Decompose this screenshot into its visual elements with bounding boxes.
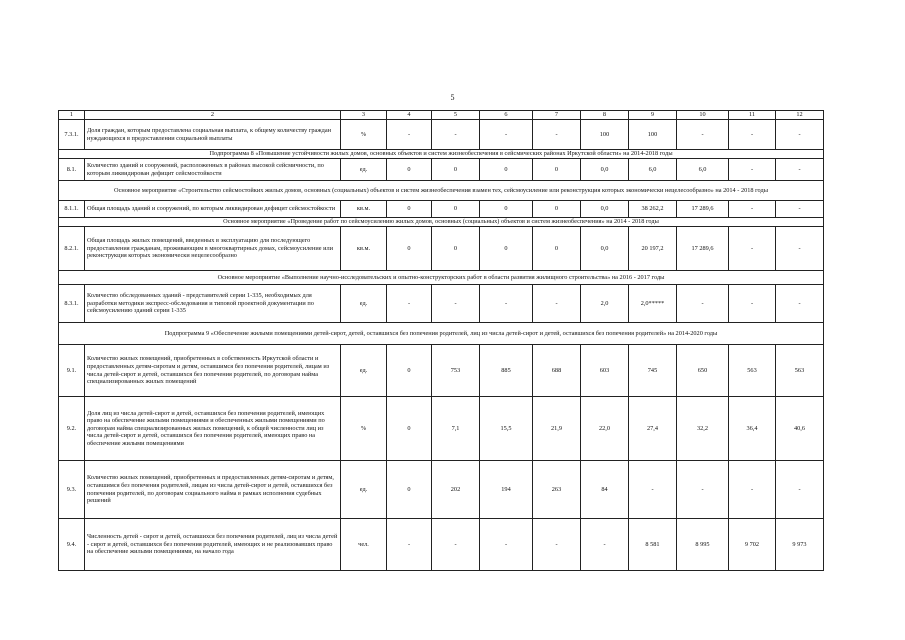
page-number: 5 [450,93,455,102]
unit: кв.м. [341,227,387,271]
value-cell: 9 973 [776,519,824,571]
value-cell: 0 [480,227,533,271]
column-number: 11 [729,111,776,120]
value-cell: 0,0 [581,227,629,271]
section-row [59,181,824,201]
column-number: 3 [341,111,387,120]
value-cell: 2,0 [581,285,629,323]
value-cell: 0 [432,201,480,218]
table-row [59,519,824,571]
indicator-name: Доля лиц из числа детей-сирот и детей, оставшихся без попечения родителей, имеющих право на обеспечение жилыми помещениями и обеспеченных жилыми помещениями по договорам найма специализированных жилых помещений, к общей численности лиц из числа детей-сирот и детей, оставшихся без попечения родителей, имеющих право на обеспечение жилыми помещениями [85,397,341,461]
value-cell: - [776,227,824,271]
value-cell: 753 [432,345,480,397]
unit: ед. [341,159,387,181]
table-row [59,227,824,271]
value-cell: 0 [387,159,432,181]
value-cell: - [432,519,480,571]
value-cell: - [387,285,432,323]
value-cell: 22,0 [581,397,629,461]
value-cell: - [677,285,729,323]
column-number: 2 [85,111,341,120]
row-number: 8.1. [59,159,85,181]
row-number: 8.3.1. [59,285,85,323]
value-cell: 885 [480,345,533,397]
value-cell: 0 [387,201,432,218]
unit: % [341,397,387,461]
indicator-name: Количество зданий и сооружений, расположенных в районах высокой сейсмичности, по которым ликвидирован дефицит сейсмостойкости [85,159,341,181]
row-number: 9.1. [59,345,85,397]
value-cell: 0 [387,345,432,397]
value-cell: 32,2 [677,397,729,461]
value-cell: 6,0 [677,159,729,181]
value-cell: 8 581 [629,519,677,571]
value-cell: 2,0***** [629,285,677,323]
unit: кв.м. [341,201,387,218]
indicator-name: Общая площадь зданий и сооружений, по которым ликвидирован дефицит сейсмостойкости [85,201,341,218]
unit: ед. [341,345,387,397]
row-number: 8.2.1. [59,227,85,271]
table-row [59,201,824,218]
value-cell: 0 [387,397,432,461]
value-cell: 0 [480,201,533,218]
table-row [59,397,824,461]
table-row [59,120,824,150]
value-cell: 603 [581,345,629,397]
value-cell: 9 702 [729,519,776,571]
section-row [59,218,824,227]
value-cell: 0 [432,159,480,181]
indicator-name: Количество обследованных зданий - представителей серии 1-335, необходимых для разработки методики экспресс-обследования и типовой проектной документации по сейсмоусилению зданий серии 1-335 [85,285,341,323]
value-cell: 0,0 [581,159,629,181]
value-cell: 263 [533,461,581,519]
value-cell: - [432,285,480,323]
column-number: 6 [480,111,533,120]
value-cell: - [432,120,480,150]
value-cell: - [480,285,533,323]
indicator-name: Численность детей - сирот и детей, оставшихся без попечения родителей, лиц из числа детей - сирот и детей, оставшихся без попечения родителей, имеющих и не реализовавших право на обеспечение жилыми помещениями, на начало года [85,519,341,571]
value-cell: - [729,159,776,181]
table-row [59,285,824,323]
section-row [59,323,824,345]
indicator-name: Общая площадь жилых помещений, введенных в эксплуатацию для последующего предоставления гражданам, проживающим в многоквартирных домах, сейсмоусиление или реконструкция которых экономически нецелесообразно [85,227,341,271]
value-cell: - [533,285,581,323]
value-cell: 27,4 [629,397,677,461]
unit: ед. [341,461,387,519]
value-cell: - [729,201,776,218]
value-cell: - [776,461,824,519]
value-cell: - [629,461,677,519]
value-cell: 17 289,6 [677,227,729,271]
section-title: Подпрограмма 8 «Повышение устойчивости жилых домов, основных объектов и систем жизнеобеспечения в сейсмических районах Иркутской области» на 2014-2018 годы [59,150,824,159]
value-cell: - [729,120,776,150]
value-cell: 100 [581,120,629,150]
value-cell: 15,5 [480,397,533,461]
table-header-row [59,111,824,120]
value-cell: - [581,519,629,571]
value-cell: - [776,285,824,323]
table-row [59,159,824,181]
value-cell: - [677,120,729,150]
indicators-table [58,110,824,571]
section-row [59,271,824,285]
column-number: 10 [677,111,729,120]
value-cell: 194 [480,461,533,519]
value-cell: - [480,519,533,571]
value-cell: - [729,227,776,271]
value-cell: - [533,519,581,571]
column-number: 12 [776,111,824,120]
column-number: 9 [629,111,677,120]
value-cell: 36,4 [729,397,776,461]
section-row [59,150,824,159]
value-cell: 6,0 [629,159,677,181]
value-cell: - [776,201,824,218]
unit: чел. [341,519,387,571]
value-cell: - [776,120,824,150]
value-cell: 40,6 [776,397,824,461]
row-number: 9.3. [59,461,85,519]
value-cell: - [387,120,432,150]
value-cell: 0 [387,461,432,519]
value-cell: 21,9 [533,397,581,461]
unit: % [341,120,387,150]
unit: ед. [341,285,387,323]
indicator-name: Доля граждан, которым предоставлена социальная выплата, к общему количеству граждан нуждающихся в предоставлении социальной выплаты [85,120,341,150]
column-number: 4 [387,111,432,120]
value-cell: 563 [729,345,776,397]
value-cell: - [387,519,432,571]
table-row [59,345,824,397]
indicator-name: Количество жилых помещений, приобретенных и предоставленных детям-сиротам и детям, оставшимся без попечения родителей, лицам из числа детей-сирот и детей, оставшихся без попечения родителей, по договорам социального найма в рамках исполнения судебных решений [85,461,341,519]
row-number: 7.3.1. [59,120,85,150]
value-cell: 688 [533,345,581,397]
value-cell: 745 [629,345,677,397]
value-cell: - [729,461,776,519]
section-title: Подпрограмма 9 «Обеспечение жилыми помещениями детей-сирот, детей, оставшихся без попечения родителей, лиц из числа детей-сирот и детей, оставшихся без попечения родителей» на 2014-2020 годы [59,323,824,345]
value-cell: 0 [387,227,432,271]
value-cell: 20 197,2 [629,227,677,271]
value-cell: 8 995 [677,519,729,571]
value-cell: 0 [533,159,581,181]
value-cell: - [776,159,824,181]
value-cell: - [729,285,776,323]
row-number: 9.2. [59,397,85,461]
section-title: Основное мероприятие «Строительство сейсмостойких жилых домов, основных (социальных) объектов и систем жизнеобеспечения взамен тех, сейсмоусиление или реконструкция которых экономически нецелесообразно» на 2014 - 2018 годы [59,181,824,201]
row-number: 9.4. [59,519,85,571]
column-number: 5 [432,111,480,120]
table-row [59,461,824,519]
value-cell: - [480,120,533,150]
value-cell: 100 [629,120,677,150]
value-cell: - [677,461,729,519]
column-number: 8 [581,111,629,120]
column-number: 7 [533,111,581,120]
column-number: 1 [59,111,85,120]
value-cell: 0 [533,201,581,218]
section-title: Основное мероприятие «Проведение работ по сейсмоусилению жилых домов, основных (социальных) объектов и систем жизнеобеспечения» на 2014 - 2018 годы [59,218,824,227]
value-cell: - [533,120,581,150]
value-cell: 563 [776,345,824,397]
value-cell: 38 262,2 [629,201,677,218]
value-cell: 202 [432,461,480,519]
value-cell: 7,1 [432,397,480,461]
value-cell: 84 [581,461,629,519]
value-cell: 0 [480,159,533,181]
value-cell: 0 [533,227,581,271]
value-cell: 650 [677,345,729,397]
section-title: Основное мероприятие «Выполнение научно-исследовательских и опытно-конструкторских работ в области развития жилищного строительства» на 2016 - 2017 годы [59,271,824,285]
row-number: 8.1.1. [59,201,85,218]
indicator-name: Количество жилых помещений, приобретенных в собственность Иркутской области и предоставленных детям-сиротам и детям, оставшимся без попечения родителей, лицам из числа детей-сирот и детей, оставшихся без попечения родителей, по договорам найма специализированных жилых помещений [85,345,341,397]
value-cell: 0,0 [581,201,629,218]
value-cell: 0 [432,227,480,271]
value-cell: 17 289,6 [677,201,729,218]
